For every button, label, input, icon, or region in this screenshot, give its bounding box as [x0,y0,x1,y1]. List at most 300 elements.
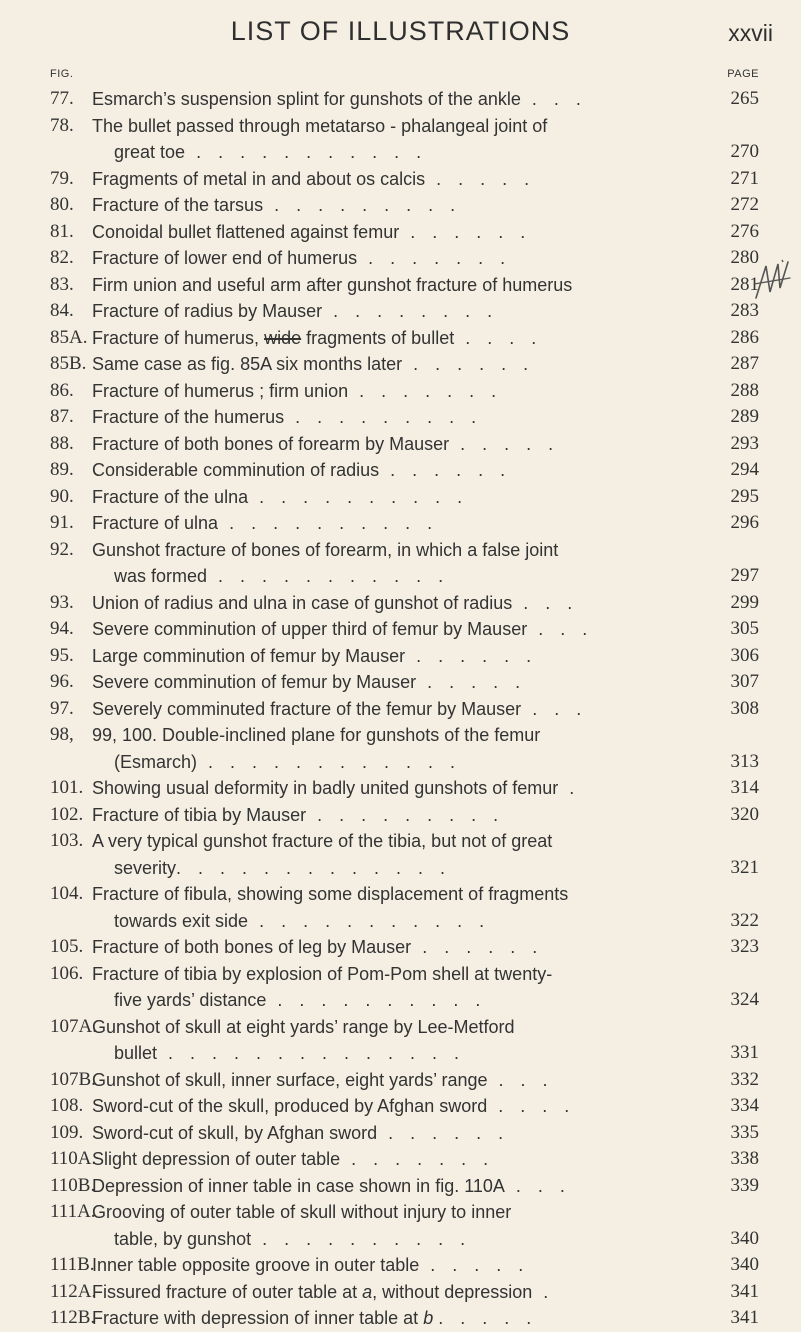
caption-line: Fissured fracture of outer table at [92,1281,358,1302]
caption-line: Esmarch’s suspension splint for gunshots of the ankle [92,89,521,109]
page-reference: 307 [730,671,759,692]
figure-caption [92,1199,682,1252]
figure-caption [92,722,682,775]
caption-text [92,275,572,295]
caption-line: Severe comminution of femur by Mauser [92,672,417,692]
page-reference: 270 [730,141,759,162]
page-reference: 305 [730,618,759,639]
list-entry [0,378,801,405]
list-entry [0,643,801,670]
page-reference: 322 [730,909,759,931]
figure-number: 82. [50,247,74,268]
figure-number: 86. [50,379,74,401]
leader-dots: . . . . . . . . . . . . [197,751,462,772]
list-entry [0,1279,801,1306]
figure-number: 96. [50,671,74,692]
page-reference: 340 [730,1227,759,1249]
figure-number: 108. [50,1095,84,1116]
list-entry [0,1014,801,1067]
caption-line: table, by gunshot [114,1228,252,1249]
leader-dots: . . . [512,592,579,613]
leader-dots: . . . . . . [379,460,512,480]
figure-number: 79. [50,167,74,189]
figure-caption [92,1173,652,1200]
list-entry [0,192,801,219]
page-reference: 335 [730,1121,759,1143]
figure-caption [92,961,682,1014]
caption-line: The bullet passed through metatarso - phalangeal joint of [92,115,548,136]
leader-dots: . . . . . . . . . . . [248,910,491,931]
caption-line: Fracture of both bones of forearm by Mauser [92,433,450,454]
caption-line: Fracture with depression of inner table at [92,1308,419,1328]
caption-text [92,1176,505,1196]
leader-dots: . . . . . . [411,937,544,957]
list-entry [0,590,801,617]
caption-line: Fracture of the humerus [92,407,285,427]
page-reference: 280 [730,247,759,268]
list-entry [0,775,801,802]
leader-dots: . . . . . . [402,354,535,374]
caption-text [92,805,306,825]
caption-text [92,699,521,719]
leader-dots: . . . [504,1175,571,1196]
caption-text [92,964,552,984]
caption-line: Sword-cut of skull, by Afghan sword [92,1122,378,1143]
figure-caption [92,1305,652,1332]
figure-caption [92,1279,652,1306]
page-reference: 272 [730,194,759,215]
list-entry [0,272,801,299]
list-entry [0,1199,801,1252]
page-reference: 339 [730,1174,759,1196]
list-entry [0,1093,801,1120]
figure-caption [92,484,652,511]
caption-line: Fracture of fibula, showing some displacement of fragments [92,884,569,904]
list-entry [0,616,801,643]
figure-caption [92,404,652,431]
caption-line: Fragments of metal in and about os calcis [92,168,426,189]
caption-continuation [92,749,682,776]
list-entry [0,245,801,272]
figure-number: 85B. [50,353,87,374]
page-reference: 297 [730,565,759,586]
page-reference: 283 [730,300,759,321]
list-entry [0,961,801,1014]
leader-dots: . . . . . . [405,645,538,666]
figure-caption [92,643,652,670]
page-reference: 341 [730,1280,759,1302]
caption-text [92,1282,532,1302]
page-reference: 321 [730,856,759,878]
page-reference: 323 [730,936,759,957]
caption-continuation [92,139,682,166]
leader-dots: . . . [521,698,588,719]
figure-caption [92,802,652,829]
figure-number: 107B. [50,1068,96,1090]
figure-number: 87. [50,406,74,427]
figure-number: 97. [50,697,74,719]
list-entry [0,86,801,113]
caption-text [92,460,379,480]
caption-line: Gunshot of skull at eight yards’ range by Lee-Metford [92,1016,515,1037]
caption-line: Severe comminution of upper third of femur by Mauser [92,619,528,639]
caption-line: Gunshot of skull, inner surface, eight yards’ range [92,1069,488,1090]
figure-caption [92,245,652,272]
caption-line: Fracture of tibia by explosion of Pom-Pom shell at twenty- [92,963,553,984]
caption-continuation [92,987,682,1014]
page-reference: 314 [730,777,759,798]
figure-number: 111A. [50,1201,96,1222]
caption-line: towards exit side [114,910,249,931]
caption-text [92,301,322,321]
caption-line: Conoidal bullet flattened against femur [92,221,400,242]
figure-number: 94. [50,618,74,639]
struck-word: wide [264,327,302,348]
figure-caption [92,1093,652,1120]
caption-line: Depression of inner table in case shown in fig. 110A [92,1175,505,1196]
leader-dots: . [558,778,581,798]
figure-number: 105. [50,936,84,957]
figure-caption [92,934,652,961]
caption-line: Fracture of humerus, [92,327,260,348]
caption-text [92,646,405,666]
page-reference: 296 [730,512,759,533]
figure-number: 107A. [50,1015,97,1037]
caption-line: Fracture of lower end of humerus [92,248,358,268]
page-reference: 308 [730,697,759,719]
figure-caption [92,86,652,113]
leader-dots: . . . . . [438,1308,538,1328]
list-entry [0,298,801,325]
handwritten-margin-mark [752,258,792,304]
list-entry [0,219,801,246]
list-entry [0,1305,801,1332]
caption-line: Fracture of humerus ; firm union [92,380,349,401]
caption-text [92,513,218,533]
page-reference: 281 [730,273,759,295]
leader-dots: . . . . . . [377,1122,510,1143]
leader-dots: . . . . . . . . . [284,407,483,427]
list-entry [0,431,801,458]
leader-dots: . . . [520,89,587,109]
page-title: LIST OF ILLUSTRATIONS [230,16,571,46]
page-reference: 313 [730,750,759,772]
page-reference: 287 [730,353,759,374]
leader-dots: . . . . . . . . . . . [207,566,450,586]
caption-line: Firm union and useful arm after gunshot fracture of humerus [92,274,573,295]
figure-number: 95. [50,644,74,666]
page-reference: 341 [730,1307,759,1328]
page-reference: 306 [730,644,759,666]
figure-caption [92,351,652,378]
caption-text [92,1123,377,1143]
running-head [0,14,801,54]
caption-text [92,1255,419,1275]
caption-text [92,222,399,242]
caption-text [92,89,521,109]
figure-caption [92,431,652,458]
list-entry [0,1067,801,1094]
leader-dots: . . . . . . . . . . [218,513,439,533]
caption-text [92,434,449,454]
figure-caption [92,1252,652,1279]
figure-number: 89. [50,459,74,480]
figure-number: 85A. [50,326,88,348]
figure-number: 91. [50,512,74,533]
page-reference: 320 [730,803,759,825]
figure-number: 98, [50,724,74,745]
figure-caption [92,325,652,352]
caption-continuation [92,563,682,590]
leader-dots: . . . . . . . . . . . . . . [157,1043,466,1063]
caption-text [92,248,357,268]
page-reference: 286 [730,326,759,348]
caption-line: Fracture of ulna [92,513,219,533]
leader-dots: . . . . . . . [340,1149,495,1169]
figure-caption [92,378,652,405]
caption-line: Large comminution of femur by Mauser [92,645,406,666]
caption-text [92,328,454,348]
caption-line: Sword-cut of the skull, produced by Afghan sword [92,1096,488,1116]
leader-dots: . . . . . . . [357,248,512,268]
caption-line: (Esmarch) [114,751,198,772]
leader-dots: . . . . . . . . . . [251,1228,472,1249]
caption-line: was formed [114,566,208,586]
figure-number: 104. [50,883,84,904]
figure-number: 90. [50,485,74,507]
figure-number: 103. [50,830,84,851]
figure-caption [92,298,652,325]
figure-caption [92,1014,682,1067]
figure-caption [92,113,682,166]
list-entry [0,1146,801,1173]
leader-dots: . . . . . [416,672,527,692]
leader-dots: . . . . . . . [348,380,503,401]
caption-text [92,672,416,692]
figure-number: 110A. [50,1148,97,1169]
caption-line: Fracture of the ulna [92,486,249,507]
caption-line: fragments of bullet [306,327,455,348]
figure-number: 112A. [50,1280,97,1302]
list-entry [0,404,801,431]
figure-number: 92. [50,538,74,560]
list-entry [0,1252,801,1279]
list-entry [0,510,801,537]
page-reference: 334 [730,1095,759,1116]
leader-dots: . [532,1281,555,1302]
caption-line: severity [114,857,177,878]
figure-number: 81. [50,220,74,242]
caption-line: Grooving of outer table of skull without injury to inner [92,1202,512,1222]
figure-caption [92,590,652,617]
caption-text [92,1017,515,1037]
italic-letter: a [362,1281,373,1302]
page-column-label: PAGE [727,68,759,80]
caption-text [92,884,568,904]
leader-dots: . . . . . . . . . [263,195,462,215]
caption-line: Fracture of tibia by Mauser [92,804,307,825]
caption-line: Gunshot fracture of bones of forearm, in which a false joint [92,539,559,560]
page-reference: 299 [730,591,759,613]
caption-line: Fracture of the tarsus [92,195,264,215]
list-entry [0,881,801,934]
leader-dots: . . . . . . . . . . . . . [176,857,452,878]
caption-line: bullet [114,1043,158,1063]
caption-line: , without depression [372,1281,533,1302]
caption-line: Fracture of radius by Mauser [92,301,323,321]
caption-text [92,593,512,613]
caption-line: Fracture of both bones of leg by Mauser [92,937,412,957]
leader-dots: . . . [487,1069,554,1090]
figure-number: 106. [50,962,84,984]
leader-dots: . . . . . . . . . . [266,990,487,1010]
page-reference: 332 [730,1068,759,1090]
caption-line: great toe [114,142,186,162]
figure-number: 80. [50,194,74,215]
caption-continuation [92,855,682,882]
caption-line: Severely comminuted fracture of the femur by Mauser [92,698,522,719]
list-entry [0,1173,801,1200]
figure-number: 102. [50,803,84,825]
page-reference: 293 [730,432,759,454]
page-reference: 294 [730,459,759,480]
leader-dots: . . . . . . . . [322,301,499,321]
illustration-list [0,86,801,1332]
page-reference: 340 [730,1254,759,1275]
leader-dots: . . . . . . [399,221,532,242]
leader-dots: . . . . [487,1096,576,1116]
figure-number: 109. [50,1121,84,1143]
caption-line: Union of radius and ulna in case of gunshot of radius [92,592,513,613]
figure-caption [92,510,652,537]
list-entry [0,1120,801,1147]
figure-caption [92,537,682,590]
page-reference: 289 [730,406,759,427]
caption-text [92,169,425,189]
fig-column-label: FIG. [50,68,74,80]
caption-text [92,1149,340,1169]
italic-letter: b [423,1308,434,1328]
caption-line: Slight depression of outer table [92,1149,341,1169]
caption-line: A very typical gunshot fracture of the tibia, but not of great [92,831,553,851]
list-entry [0,537,801,590]
figure-number: 83. [50,273,74,295]
figure-number: 84. [50,300,74,321]
list-entry [0,325,801,352]
figure-number: 77. [50,88,74,109]
caption-line: Same case as fig. 85A six months later [92,354,403,374]
page-reference: 288 [730,379,759,401]
leader-dots: . . . . . . . . . [306,804,505,825]
page-reference: 276 [730,220,759,242]
leader-dots: . . . . . . . . . . [248,486,469,507]
caption-text [92,487,248,507]
caption-line: Inner table opposite groove in outer table [92,1255,420,1275]
caption-continuation [92,1226,682,1253]
list-entry [0,828,801,881]
figure-number: 93. [50,591,74,613]
list-entry [0,696,801,723]
caption-text [92,831,552,851]
figure-caption [92,1146,652,1173]
figure-caption [92,616,652,643]
caption-line: 99, 100. Double-inclined plane for gunshots of the femur [92,725,541,745]
figure-number: 112B. [50,1307,96,1328]
caption-text [92,937,411,957]
figure-caption [92,166,652,193]
figure-caption [92,696,652,723]
caption-line: Considerable comminution of radius [92,460,380,480]
caption-text [92,1308,438,1328]
list-entry [0,351,801,378]
list-entry [0,722,801,775]
caption-text [92,116,547,136]
figure-caption [92,1067,652,1094]
list-entry [0,802,801,829]
caption-continuation [92,1040,682,1067]
page-reference: 331 [730,1042,759,1063]
caption-text [92,540,558,560]
list-entry [0,113,801,166]
page-reference: 271 [730,167,759,189]
list-entry [0,669,801,696]
caption-text [92,1070,488,1090]
caption-text [92,354,402,374]
caption-text [92,725,540,745]
page-reference: 324 [730,989,759,1010]
page-reference: 295 [730,485,759,507]
column-headings [0,68,801,84]
leader-dots: . . . . . [419,1255,530,1275]
caption-text [92,195,263,215]
figure-caption [92,457,652,484]
list-entry [0,484,801,511]
figure-caption [92,881,682,934]
caption-text [92,778,558,798]
figure-caption [92,272,652,299]
figure-caption [92,828,682,881]
caption-text [92,619,527,639]
page-reference: 338 [730,1148,759,1169]
leader-dots: . . . [527,619,594,639]
figure-number: 110B. [50,1174,96,1196]
page-reference: 265 [730,88,759,109]
figure-caption [92,219,652,246]
leader-dots: . . . . . [449,433,560,454]
page-number: xxvii [728,20,773,46]
figure-number: 101. [50,777,84,798]
caption-text [92,1202,511,1222]
figure-number: 78. [50,114,74,136]
caption-text [92,381,348,401]
leader-dots: . . . . . [425,168,536,189]
figure-number: 88. [50,432,74,454]
caption-continuation [92,908,682,935]
caption-text [92,1096,487,1116]
figure-caption [92,775,652,802]
list-entry [0,166,801,193]
figure-caption [92,1120,652,1147]
figure-caption [92,192,652,219]
caption-line: five yards’ distance [114,990,267,1010]
caption-line: Showing usual deformity in badly united gunshots of femur [92,778,559,798]
caption-text [92,407,284,427]
list-entry [0,457,801,484]
leader-dots: . . . . . . . . . . . [185,142,428,162]
figure-caption [92,669,652,696]
leader-dots: . . . . [454,327,543,348]
figure-number: 111B. [50,1254,95,1275]
